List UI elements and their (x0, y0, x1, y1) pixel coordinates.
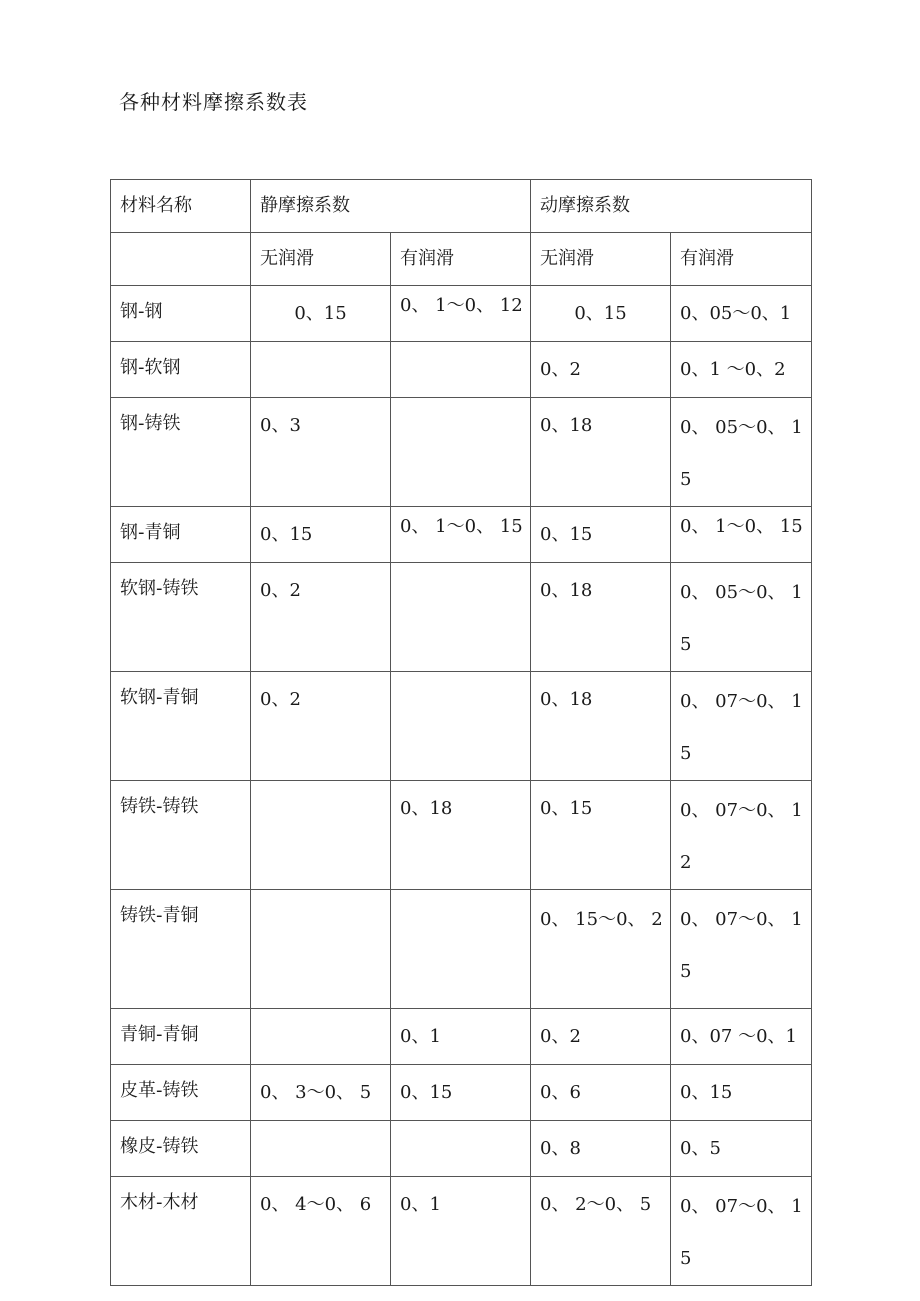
material-name: 钢-钢 (111, 286, 251, 342)
static-dry: 0、 4～0、 6 (251, 1177, 391, 1286)
material-name: 铸铁-铸铁 (111, 781, 251, 890)
subheader-dynamic-lube: 有润滑 (671, 233, 812, 286)
dynamic-lube: 0、07 ～0、1 (671, 1009, 812, 1065)
material-name: 橡皮-铸铁 (111, 1121, 251, 1177)
subheader-static-no-lube: 无润滑 (251, 233, 391, 286)
static-lube: 0、 1～0、 12 (391, 286, 531, 342)
table-row (111, 672, 812, 781)
static-dry: 0、15 (251, 507, 391, 563)
static-lube (391, 1121, 531, 1177)
static-lube (391, 342, 531, 398)
dynamic-lube: 0、 07～0、 15 (671, 890, 812, 1009)
page-title: 各种材料摩擦系数表 (119, 90, 308, 114)
subheader-dynamic-no-lube: 无润滑 (531, 233, 671, 286)
header-material: 材料名称 (111, 180, 251, 233)
material-name: 青铜-青铜 (111, 1009, 251, 1065)
static-dry (251, 342, 391, 398)
dynamic-lube: 0、 07～0、 12 (671, 781, 812, 890)
table-row (111, 1065, 812, 1121)
dynamic-lube: 0、15 (671, 1065, 812, 1121)
static-dry (251, 1009, 391, 1065)
table-row (111, 286, 812, 342)
dynamic-dry: 0、18 (531, 398, 671, 507)
material-name: 软钢-青铜 (111, 672, 251, 781)
header-dynamic: 动摩擦系数 (531, 180, 812, 233)
static-dry (251, 781, 391, 890)
dynamic-lube: 0、 07～0、 15 (671, 1177, 812, 1286)
table-row (111, 1009, 812, 1065)
material-name: 软钢-铸铁 (111, 563, 251, 672)
material-name: 钢-青铜 (111, 507, 251, 563)
dynamic-dry: 0、 15～0、 2 (531, 890, 671, 1009)
header-static: 静摩擦系数 (251, 180, 531, 233)
table-row (111, 890, 812, 1009)
static-dry: 0、2 (251, 563, 391, 672)
table-row (111, 563, 812, 672)
dynamic-lube: 0、1 ～0、2 (671, 342, 812, 398)
subheader-blank (111, 233, 251, 286)
static-lube: 0、15 (391, 1065, 531, 1121)
static-lube (391, 890, 531, 1009)
table-row (111, 1177, 812, 1286)
subheader-row (111, 233, 812, 286)
table-row (111, 781, 812, 890)
material-name: 木材-木材 (111, 1177, 251, 1286)
subheader-static-lube: 有润滑 (391, 233, 531, 286)
table-row (111, 507, 812, 563)
dynamic-dry: 0、15 (531, 781, 671, 890)
table-row (111, 342, 812, 398)
friction-table (110, 179, 812, 1286)
table-row (111, 1121, 812, 1177)
material-name: 钢-软钢 (111, 342, 251, 398)
dynamic-dry: 0、2 (531, 342, 671, 398)
table-row (111, 398, 812, 507)
static-lube (391, 563, 531, 672)
dynamic-lube: 0、 07～0、 15 (671, 672, 812, 781)
dynamic-dry: 0、18 (531, 563, 671, 672)
material-name: 皮革-铸铁 (111, 1065, 251, 1121)
static-lube: 0、 1～0、 15 (391, 507, 531, 563)
header-row (111, 180, 812, 233)
material-name: 铸铁-青铜 (111, 890, 251, 1009)
material-name: 钢-铸铁 (111, 398, 251, 507)
dynamic-lube: 0、05～0、1 (671, 286, 812, 342)
static-dry: 0、3 (251, 398, 391, 507)
dynamic-lube: 0、 1～0、 15 (671, 507, 812, 563)
static-lube: 0、1 (391, 1177, 531, 1286)
dynamic-dry: 0、18 (531, 672, 671, 781)
static-dry: 0、 3～0、 5 (251, 1065, 391, 1121)
static-dry (251, 1121, 391, 1177)
dynamic-lube: 0、 05～0、 15 (671, 398, 812, 507)
dynamic-dry: 0、15 (531, 507, 671, 563)
dynamic-dry: 0、8 (531, 1121, 671, 1177)
dynamic-dry: 0、 2～0、 5 (531, 1177, 671, 1286)
dynamic-dry: 0、6 (531, 1065, 671, 1121)
static-dry (251, 890, 391, 1009)
dynamic-dry: 0、15 (531, 286, 671, 342)
dynamic-dry: 0、2 (531, 1009, 671, 1065)
static-dry: 0、15 (251, 286, 391, 342)
static-lube (391, 672, 531, 781)
dynamic-lube: 0、5 (671, 1121, 812, 1177)
static-dry: 0、2 (251, 672, 391, 781)
dynamic-lube: 0、 05～0、 15 (671, 563, 812, 672)
static-lube: 0、1 (391, 1009, 531, 1065)
static-lube (391, 398, 531, 507)
static-lube: 0、18 (391, 781, 531, 890)
